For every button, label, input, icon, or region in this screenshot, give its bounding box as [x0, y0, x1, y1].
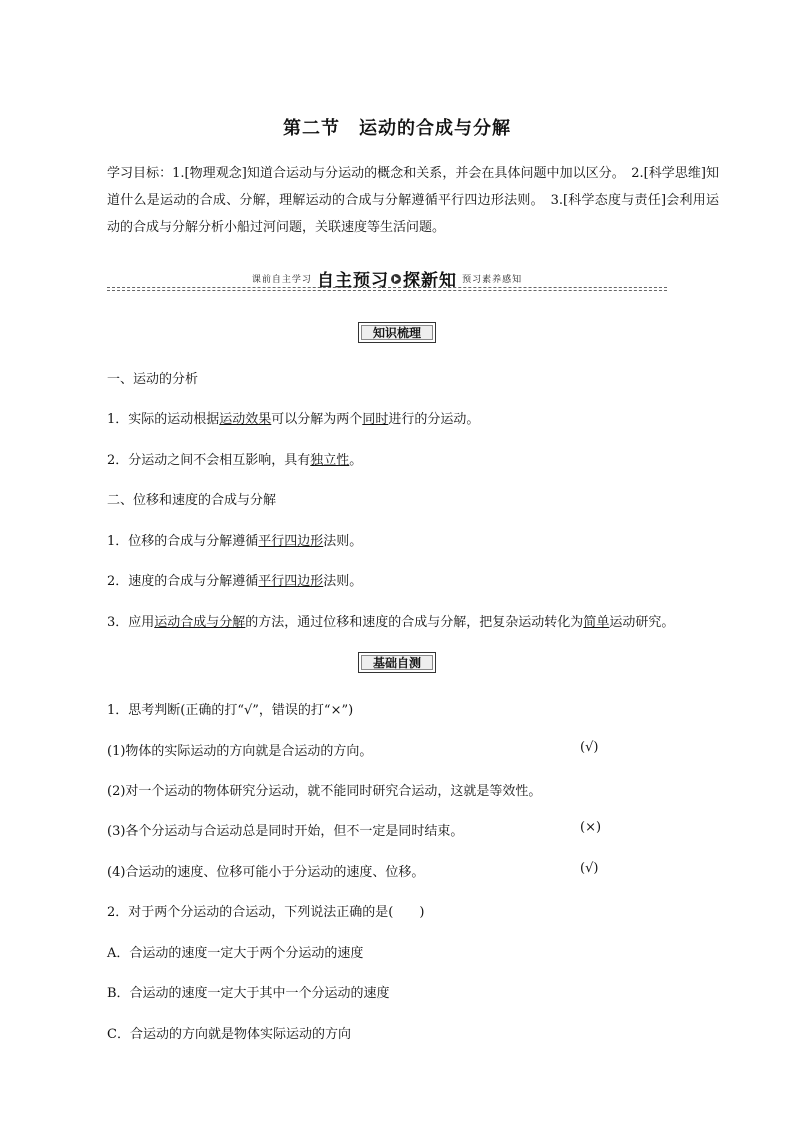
tag-self-test-label: 基础自测: [358, 652, 436, 673]
tag-knowledge-label: 知识梳理: [358, 322, 436, 343]
banner-right-label: 预习素养感知: [462, 275, 523, 285]
text: 2．分运动之间不会相互影响，具有: [107, 453, 311, 468]
heading-composition: 二、位移和速度的合成与分解: [107, 493, 277, 508]
text: 1．实际的运动根据: [107, 412, 220, 427]
learning-goals: [107, 160, 719, 241]
knowledge-line-4: [107, 570, 727, 589]
banner-main-2: 探新知: [403, 271, 457, 291]
option-a: A．合运动的速度一定大于两个分运动的速度: [107, 946, 364, 961]
statement-1: [107, 740, 727, 759]
text: 运动研究。: [609, 615, 675, 630]
blank-answer: 独立性: [310, 453, 350, 468]
option-b: B．合运动的速度一定大于其中一个分运动的速度: [107, 986, 390, 1001]
text: 法则。: [323, 574, 363, 589]
banner-left-label: 课前自主学习: [251, 275, 312, 285]
text: 可以分解为两个: [271, 412, 363, 427]
text: (3)各个分运动与合运动总是同时开始，但不一定是同时结束。: [107, 824, 464, 839]
blank-answer: 运动效果: [219, 412, 272, 427]
knowledge-line-3: [107, 530, 727, 549]
text: 3．应用: [107, 615, 155, 630]
statement-2: (2)对一个运动的物体研究分运动，就不能同时研究合运动，这就是等效性。: [107, 784, 542, 799]
text: 1．位移的合成与分解遵循: [107, 534, 259, 549]
banner-main-1: 自主预习: [317, 271, 389, 291]
banner-divider: [107, 287, 667, 288]
heading-motion-analysis: 一、运动的分析: [107, 372, 199, 387]
statement-4: [107, 861, 727, 880]
tag-self-test: [0, 652, 794, 673]
judgement-mark-1: (√): [580, 740, 599, 755]
page-title: 第二节 运动的合成与分解: [283, 118, 511, 139]
judgement-mark-4: (√): [580, 861, 599, 876]
text: 进行的分运动。: [388, 412, 480, 427]
statement-3: [107, 820, 727, 839]
text: (4)合运动的速度、位移可能小于分运动的速度、位移。: [107, 865, 425, 880]
section-banner: [107, 262, 667, 292]
banner-divider-2: [107, 290, 667, 291]
option-c: C．合运动的方向就是物体实际运动的方向: [107, 1027, 351, 1042]
blank-answer: 平行四边形: [258, 574, 324, 589]
blank-answer: 同时: [362, 412, 389, 427]
knowledge-line-5: [107, 611, 727, 630]
judgement-mark-3: (×): [580, 820, 602, 835]
knowledge-line-1: [107, 408, 727, 427]
text: 2．速度的合成与分解遵循: [107, 574, 259, 589]
blank-answer: 简单: [583, 615, 610, 630]
blank-answer: 平行四边形: [258, 534, 324, 549]
text: 法则。: [323, 534, 363, 549]
question-2: 2．对于两个分运动的合运动，下列说法正确的是( ): [107, 905, 425, 920]
tag-knowledge: [0, 322, 794, 343]
question-1: 1．思考判断(正确的打“√”，错误的打“×”): [107, 703, 354, 718]
text: 的方法，通过位移和速度的合成与分解，把复杂运动转化为: [245, 615, 584, 630]
learning-goals-text: 学习目标：1.[物理观念]知道合运动与分运动的概念和关系，并会在具体问题中加以区分。 2.[科学思维]知道什么是运动的合成、分解，理解运动的合成与分解遵循平行四边形法则。 3.[科学态度与责任]会利用运动的合成与分解分析小船过河问题，关联速度等生活问题。: [107, 166, 719, 235]
text: (1)物体的实际运动的方向就是合运动的方向。: [107, 744, 373, 759]
knowledge-line-2: [107, 449, 727, 468]
arrow-icon: [391, 274, 401, 284]
text: 。: [349, 453, 363, 468]
blank-answer: 运动合成与分解: [154, 615, 246, 630]
